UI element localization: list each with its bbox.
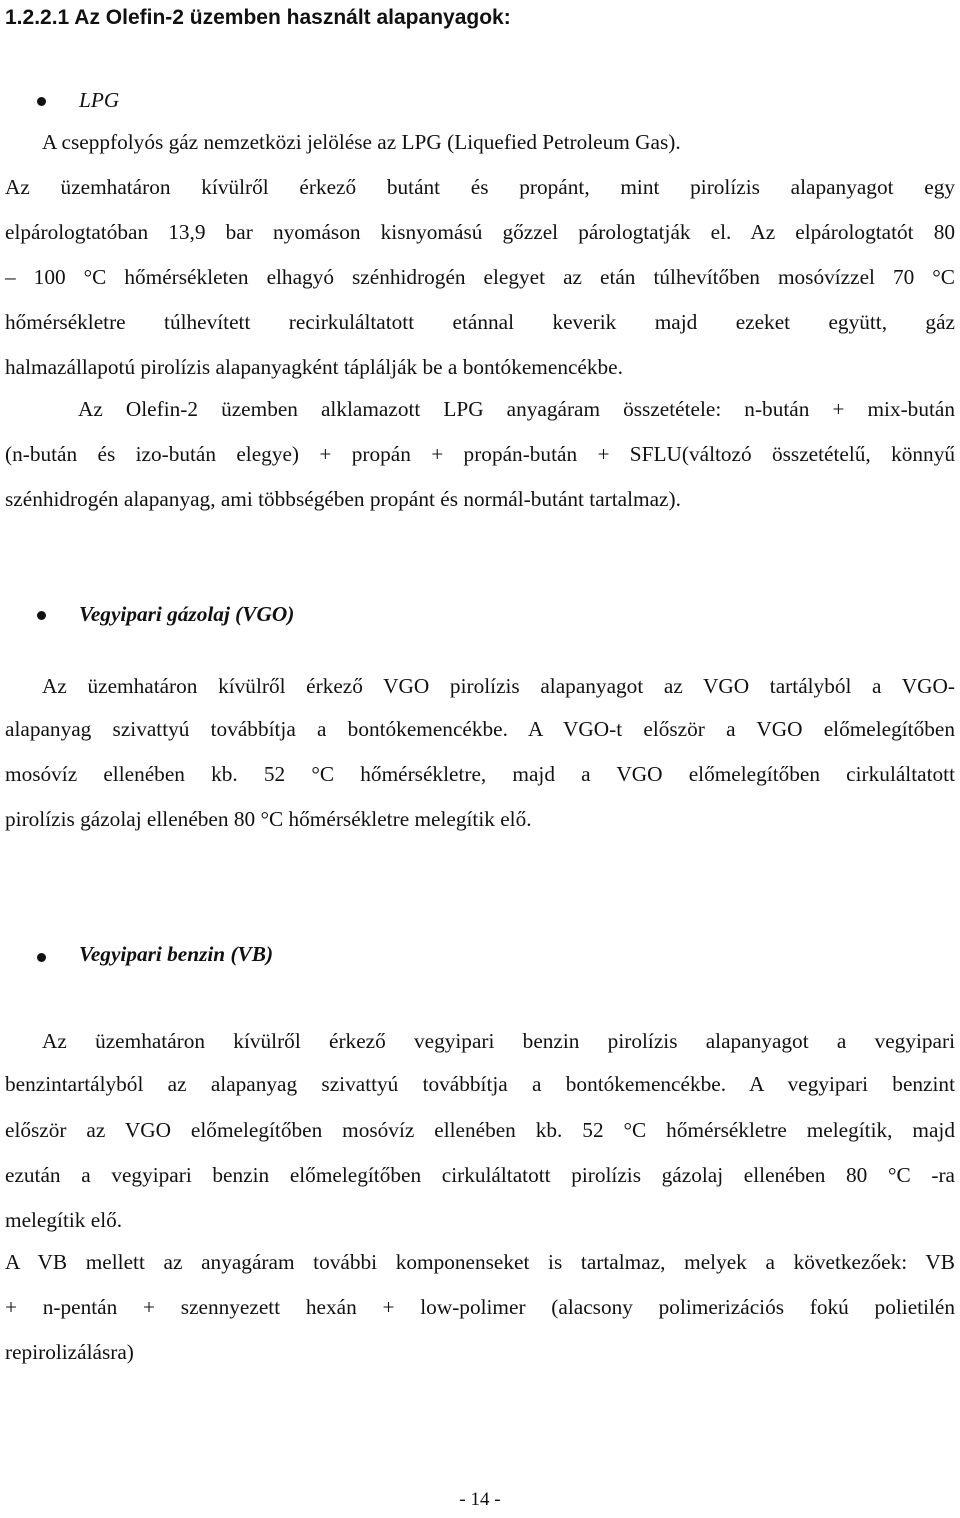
paragraph-line: ezután a vegyipari benzin előmelegítőben cirkuláltatott pirolízis gázolaj ellenében 80 °C -ra <box>5 1163 955 1187</box>
paragraph-line: + n-pentán + szennyezett hexán + low-polimer (alacsony polimerizációs fokú polietilén <box>5 1295 955 1319</box>
section-title-vb: Vegyipari benzin (VB) <box>79 942 274 966</box>
paragraph-line: először az VGO előmelegítőben mosóvíz ellenében kb. 52 °C hőmérsékletre melegítik, majd <box>5 1118 955 1142</box>
paragraph-line: Az üzemhatáron kívülről érkező butánt és propánt, mint pirolízis alapanyagot egy <box>5 175 955 199</box>
paragraph-line: benzintartályból az alapanyag szivattyú továbbítja a bontókemencékbe. A vegyipari benzint <box>5 1072 955 1096</box>
paragraph-line: (n-bután és izo-bután elegye) + propán + propán-bután + SFLU(változó összetételű, könnyű <box>5 442 955 466</box>
bullet-icon <box>37 611 46 620</box>
bullet-icon <box>37 97 46 106</box>
paragraph-line: Az üzemhatáron kívülről érkező VGO pirolízis alapanyagot az VGO tartályból a VGO- <box>42 674 955 698</box>
paragraph-line: Az Olefin-2 üzemben alklamazott LPG anyagáram összetétele: n-bután + mix-bután <box>78 397 955 421</box>
paragraph-line: A VB mellett az anyagáram további komponenseket is tartalmaz, melyek a következőek: VB <box>5 1250 955 1274</box>
paragraph-line: elpárologtatóban 13,9 bar nyomáson kisnyomású gőzzel párologtatják el. Az elpárologtatót 80 <box>5 220 955 244</box>
paragraph-line: mosóvíz ellenében kb. 52 °C hőmérsékletre, majd a VGO előmelegítőben cirkuláltatott <box>5 762 955 786</box>
paragraph-line: repirolizálásra) <box>5 1340 134 1364</box>
paragraph-line: szénhidrogén alapanyag, ami többségében propánt és normál-butánt tartalmaz). <box>5 487 681 511</box>
section-title-vgo: Vegyipari gázolaj (VGO) <box>79 602 295 626</box>
paragraph-line: halmazállapotú pirolízis alapanyagként táplálják be a bontókemencékbe. <box>5 355 623 379</box>
paragraph-line: hőmérsékletre túlhevített recirkuláltatott etánnal keverik majd ezeket együtt, gáz <box>5 310 955 334</box>
bullet-icon <box>37 953 46 962</box>
section-heading: 1.2.2.1 Az Olefin-2 üzemben használt alapanyagok: <box>5 6 511 29</box>
paragraph-line: – 100 °C hőmérsékleten elhagyó szénhidrogén elegyet az etán túlhevítőben mosóvízzel 70 °C <box>5 265 955 289</box>
paragraph-line: pirolízis gázolaj ellenében 80 °C hőmérsékletre melegítik elő. <box>5 807 532 831</box>
section-title-lpg: LPG <box>79 88 120 112</box>
page-number: - 14 - <box>459 1489 501 1510</box>
paragraph-line: Az üzemhatáron kívülről érkező vegyipari benzin pirolízis alapanyagot a vegyipari <box>42 1029 955 1053</box>
paragraph-line: melegítik elő. <box>5 1208 123 1232</box>
paragraph-line: A cseppfolyós gáz nemzetközi jelölése az LPG (Liquefied Petroleum Gas). <box>42 130 681 154</box>
paragraph-line: alapanyag szivattyú továbbítja a bontókemencékbe. A VGO-t először a VGO előmelegítőben <box>5 717 955 741</box>
